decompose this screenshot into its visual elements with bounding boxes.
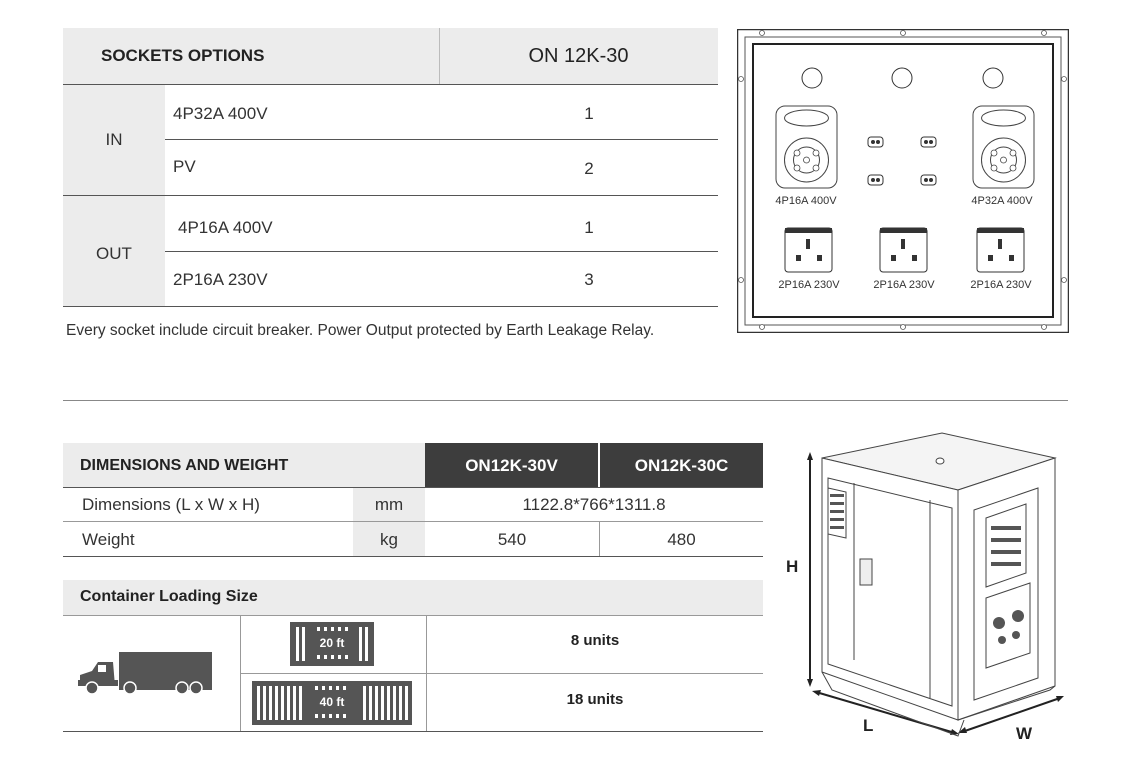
socket-label: 4P16A 400V bbox=[178, 218, 273, 237]
panel-label: 4P32A 400V bbox=[971, 195, 1033, 207]
spec-label: Weight bbox=[82, 530, 135, 549]
generator-drawing bbox=[780, 428, 1080, 748]
sockets-table-header bbox=[63, 28, 718, 84]
spec-unit: mm bbox=[353, 488, 425, 521]
container-header-label: Container Loading Size bbox=[80, 588, 258, 605]
dimensions-header-label: DIMENSIONS AND WEIGHT bbox=[80, 457, 289, 474]
spec-value: 480 bbox=[667, 530, 696, 549]
spec-unit: kg bbox=[353, 522, 425, 556]
section-divider bbox=[63, 400, 1068, 401]
dimensions-header bbox=[63, 443, 425, 487]
dim-h-label: H bbox=[786, 557, 799, 576]
panel-label: 4P16A 400V bbox=[775, 195, 837, 207]
sockets-model-label: ON 12K-30 bbox=[528, 45, 629, 67]
socket-count: 1 bbox=[584, 218, 594, 237]
spec-value: 540 bbox=[497, 530, 527, 549]
panel-label: 2P16A 230V bbox=[970, 279, 1032, 291]
socket-label: 2P16A 230V bbox=[173, 270, 268, 289]
row-rule bbox=[63, 731, 763, 732]
row-rule bbox=[63, 615, 763, 616]
socket-count: 2 bbox=[584, 159, 594, 178]
container-size-label: 40 ft bbox=[319, 695, 345, 709]
truck-icon bbox=[78, 648, 214, 696]
sockets-note: Every socket include circuit breaker. Power Output protected by Earth Leakage Relay. bbox=[66, 322, 655, 339]
container-size-label: 20 ft bbox=[319, 636, 345, 650]
dim-w-label: W bbox=[1016, 724, 1033, 743]
row-rule bbox=[165, 139, 718, 140]
socket-panel-drawing bbox=[737, 29, 1069, 333]
model-header: ON12K-30V bbox=[425, 443, 598, 487]
dim-l-label: L bbox=[863, 716, 874, 735]
row-rule bbox=[240, 673, 763, 674]
row-rule bbox=[165, 251, 718, 252]
socket-count: 3 bbox=[584, 270, 594, 289]
group-out bbox=[63, 196, 165, 306]
group-in bbox=[63, 85, 165, 195]
container-header bbox=[63, 580, 763, 615]
model-header: ON12K-30C bbox=[600, 443, 763, 487]
socket-label: 4P32A 400V bbox=[173, 104, 268, 123]
panel-label: 2P16A 230V bbox=[778, 279, 840, 291]
sockets-header-label: SOCKETS OPTIONS bbox=[101, 46, 265, 65]
panel-label: 2P16A 230V bbox=[873, 279, 935, 291]
spec-value: 1122.8*766*1311.8 bbox=[522, 495, 666, 514]
row-rule bbox=[63, 306, 718, 307]
row-rule bbox=[63, 556, 763, 557]
socket-count: 1 bbox=[584, 104, 594, 123]
group-out-label: OUT bbox=[96, 244, 132, 263]
socket-label: PV bbox=[173, 157, 196, 176]
group-in-label: IN bbox=[105, 130, 123, 149]
container-units: 18 units bbox=[566, 691, 624, 708]
spec-label: Dimensions (L x W x H) bbox=[82, 495, 260, 514]
container-units: 8 units bbox=[570, 632, 620, 649]
